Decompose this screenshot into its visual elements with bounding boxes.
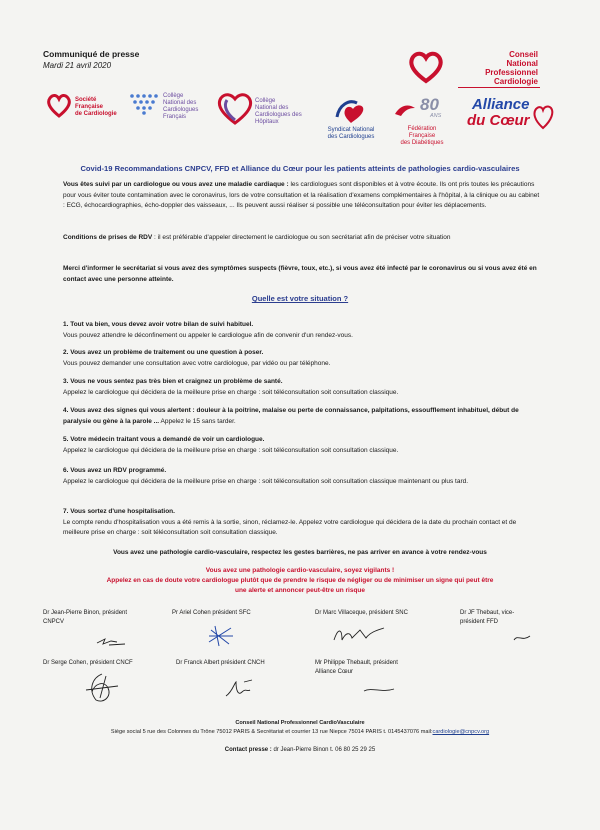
signature-ariel-cohen <box>205 622 237 650</box>
cnp-heart-logo <box>408 50 444 84</box>
cnc-logo-text <box>163 93 198 121</box>
signatory-line: président FFD <box>460 618 499 625</box>
signature-philippe-thebault <box>362 685 396 695</box>
sfc-logo-text <box>75 97 117 118</box>
cnch-logo-text <box>255 98 302 126</box>
cnp-rule <box>458 87 540 88</box>
logo-line: Cardiologues <box>163 107 199 113</box>
cnp-org-name <box>485 50 538 86</box>
cnp-line: Professionnel <box>485 68 538 77</box>
press-release-title: Communiqué de presse <box>43 49 140 59</box>
signatory-line: CNPCV <box>43 618 65 625</box>
footer-email-link[interactable]: cardiologie@cnpcv.org <box>432 729 490 735</box>
signature-serge-cohen <box>82 670 122 706</box>
item-title: 4. Vous avez des signes qui vous alertent : douleur à la poitrine, malaise ou perte de connaissance, palpitations, essoufflement inhabituel, début de paralysie ou gène à la parole ... <box>63 407 519 425</box>
item-title: 1. Tout va bien, vous devez avoir votre bilan de suivi habituel. <box>63 321 254 328</box>
contact-text: dr Jean-Pierre Binon t. 06 80 25 29 25 <box>271 747 376 753</box>
snc-logo-icon <box>331 95 371 127</box>
alliance-line: du Cœur <box>467 112 530 129</box>
cnp-line: National <box>506 59 538 68</box>
situation-item <box>63 406 541 427</box>
signatory-albert: Dr Franck Albert président CNCH <box>176 660 265 666</box>
signatory-villaceque: Dr Marc Villaceque, président SNC <box>315 610 408 616</box>
footer-address <box>0 728 600 736</box>
intro-paragraph <box>63 180 541 212</box>
signatory-ariel-cohen: Pr Ariel Cohen président SFC <box>172 610 251 616</box>
cnp-line: Conseil <box>509 50 538 59</box>
item-title: 3. Vous ne vous sentez pas très bien et craignez un problème de santé. <box>63 378 283 385</box>
item-text: Appelez le cardiologue qui décidera de la meilleure prise en charge : soit téléconsultation soit consultation classique maintenant ou plus tard. <box>63 477 469 485</box>
warning-line-1: Appelez en cas de doute votre cardiologue plutôt que de prendre le risque de négliger ou de minimiser un signe qui peut être <box>106 577 494 584</box>
alliance-du-coeur-logo <box>467 97 529 129</box>
item-title: 5. Votre médecin traitant vous a demandé de voir un cardiologue. <box>63 436 265 443</box>
situation-item <box>63 348 541 369</box>
barrier-gestures-note: Vous avez une pathologie cardio-vasculaire, respectez les gestes barrières, ne pas arriver en avance à votre rendez-vous <box>113 549 487 556</box>
signatory-serge-cohen: Dr Serge Cohen, président CNCF <box>43 660 133 666</box>
signatory-line: Dr Jean-Pierre Binon, président <box>43 610 128 616</box>
snc-logo-text <box>326 127 376 141</box>
item-title: 2. Vous avez un problème de traitement ou une question à poser. <box>63 349 264 356</box>
logo-line: Collège <box>255 98 276 104</box>
intro-lead: Vous êtes suivi par un cardiologue ou vous avez une maladie cardiaque : <box>63 181 289 188</box>
signature-villaceque <box>330 624 388 644</box>
cnp-line: Cardiologie <box>493 77 538 86</box>
footer-org-name: Conseil National Professionnel CardioVasculaire <box>235 720 365 726</box>
situation-item <box>63 435 541 456</box>
logo-line: Fédération Française <box>407 126 437 139</box>
signatory-line: Alliance Cœur <box>315 668 354 675</box>
signature-jf-thebaut <box>512 632 532 644</box>
cnch-heart-icon <box>215 90 255 126</box>
logo-line: Cardiologues des <box>255 112 302 118</box>
item-title: 7. Vous sortez d'une hospitalisation. <box>63 508 175 515</box>
logo-line: Hôpitaux <box>255 119 279 125</box>
signature-binon <box>95 633 129 647</box>
item-text: Appelez le 15 sans tarder. <box>159 417 236 425</box>
item-text: Vous pouvez attendre le déconfinement ou appeler le cardiologue afin de convenir d'un rendez-vous. <box>63 331 353 339</box>
logo-line: Société <box>75 97 97 103</box>
logo-line: National des <box>163 100 197 106</box>
logo-line: des Cardiologues <box>327 134 375 140</box>
logo-line: de Cardiologie <box>75 111 117 117</box>
contact-label: Contact presse : <box>224 747 272 753</box>
item-text: Appelez le cardiologue qui décidera de la meilleure prise en charge : soit téléconsultation soit consultation classique. <box>63 446 399 454</box>
item-text: Appelez le cardiologue qui décidera de la meilleure prise en charge : soit téléconsultation soit consultation classique. <box>63 388 399 396</box>
page-heading: Covid-19 Recommandations CNPCV, FFD et Alliance du Cœur pour les patients atteints de pathologies cardio-vasculaires <box>80 164 520 173</box>
situation-item <box>63 377 541 398</box>
ffd-bird-icon <box>393 100 417 120</box>
signatory-line: Mr Philippe Thebault, président <box>315 660 398 666</box>
rdv-text: : il est préférable d'appeler directement le cardiologue ou son secrétariat afin de préciser votre situation <box>152 234 451 241</box>
logo-line: des Diabétiques <box>400 140 444 146</box>
rdv-lead: Conditions de prises de RDV <box>63 234 153 241</box>
logo-line: National des <box>255 105 289 111</box>
footer-press-contact <box>0 746 600 754</box>
signatory-binon <box>43 609 127 626</box>
ffd-ans-label: ANS <box>430 113 442 119</box>
vigilance-note: Vous avez une pathologie cardio-vasculaire, soyez vigilants ! <box>205 567 395 574</box>
sfc-logo-icon <box>46 92 72 118</box>
situation-item <box>63 466 541 487</box>
logo-line: Français <box>163 114 187 120</box>
logo-line: Collège <box>163 93 184 99</box>
footer-address-text: Siège social 5 rue des Colonnes du Trône 75012 PARIS & Secrétariat et courrier 13 rue Niepce 75014 PARIS t. 0145437076 mail: <box>110 729 433 735</box>
situation-item <box>63 507 541 539</box>
press-release-date: Mardi 21 avril 2020 <box>43 61 112 70</box>
ffd-logo-text <box>398 126 446 147</box>
item-text: Le compte rendu d'hospitalisation vous a été remis à la sortie, sinon, réclamez-le. Appelez votre cardiologue qui décidera de la date du prochain contact et de meilleure prise en charge : soit téléconsultation soit consultation classique. <box>63 518 517 536</box>
situation-question: Quelle est votre situation ? <box>251 294 349 303</box>
logo-line: Française <box>75 104 104 110</box>
cnc-dots-icon <box>128 92 162 116</box>
signature-albert <box>224 678 258 700</box>
signatory-philippe-thebault <box>315 659 398 676</box>
situation-item <box>63 320 541 341</box>
rdv-paragraph <box>63 233 541 244</box>
signatory-jf-thebaut <box>460 609 514 626</box>
alliance-line: Alliance <box>471 96 530 113</box>
item-text: Vous pouvez demander une consultation avec votre cardiologue, par vidéo ou par téléphone. <box>63 359 331 367</box>
inform-paragraph: Merci d'informer le secrétariat si vous avez des symptômes suspects (fièvre, toux, etc.), si vous avez été infecté par le coronavirus ou si vous avez été en contact avec une personne atteinte. <box>63 265 537 283</box>
warning-line-2: une alerte et annoncer peut-être un risque <box>234 587 366 594</box>
ffd-80-badge: 80 <box>420 95 439 114</box>
alliance-heart-icon <box>532 100 554 130</box>
logo-line: Syndicat National <box>327 127 375 133</box>
item-title: 6. Vous avez un RDV programmé. <box>63 467 167 474</box>
intro-text: les cardiologues sont disponibles et à votre écoute. Ils ont pris toutes les précautions pour vous éviter toute contamination avec le coronavirus, lors de votre consultation et la réalisation d'examens complémentaires à l'hôpital, à la clinique ou au cabinet : ECG, échocardiographies, écho-doppler des vaisseaux, ... Ils peuvent aussi réaliser si possible une téléconsultation pour éviter les déplacements. <box>63 181 540 209</box>
signatory-line: Dr JF Thebaut, vice- <box>460 610 515 616</box>
